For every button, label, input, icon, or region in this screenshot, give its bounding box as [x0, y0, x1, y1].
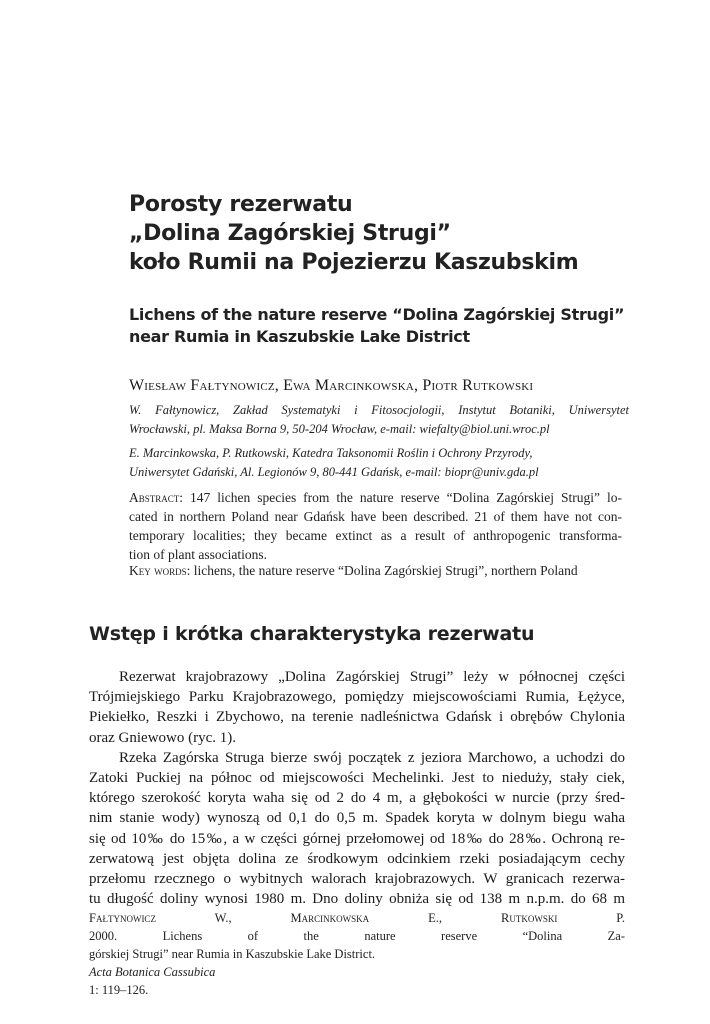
subtitle-line-1: Lichens of the nature reserve “Dolina Zagórskiej Strugi” — [129, 305, 625, 324]
abstract-label: Abstract — [129, 490, 180, 505]
keywords — [129, 561, 622, 580]
affiliation-faltynowicz — [129, 401, 629, 439]
paragraph-1-line: Trójmiejskiego Parku Krajobrazowego, pomiędzy miejscowościami Rumia, Łężyce, — [89, 689, 625, 706]
section-heading: Wstęp i krótka charakterystyka rezerwatu — [89, 623, 535, 645]
paragraph-2-line: którego szerokość koryta waha się od 2 do 4 m, a głębokości w nurcie (przy śred- — [89, 790, 625, 807]
polish-title — [129, 190, 649, 277]
paragraph-2-line: przełomu rzecznego o wybitnych walorach krajobrazowych. W granicach rezerwa- — [89, 871, 625, 888]
affiliation-2-line-1: E. Marcinkowska, P. Rutkowski, Katedra Taksonomii Roślin i Ochrony Przyrody, — [129, 446, 533, 460]
affiliation-1-line-2: Wrocławski, pl. Maksa Borna 9, 50-204 Wrocław, e-mail: wiefalty@biol.uni.wroc.pl — [129, 422, 550, 436]
keywords-text: : lichens, the nature reserve “Dolina Zagórskiej Strugi”, northern Poland — [186, 563, 578, 578]
paragraph-2-line: nim stanie wody) wynoszą od 0,1 do 0,5 m. Spadek koryta w dolnym biegu waha — [89, 810, 625, 827]
abstract-line-4: tion of plant associations. — [129, 547, 267, 562]
citation-line-1: Fałtynowicz W., Marcinkowska E., Rutkowski P. 2000. Lichens of the nature reserve “Dolina Za- — [89, 911, 625, 943]
paragraph-1-line: Rezerwat krajobrazowy „Dolina Zagórskiej Strugi” leży w północnej części — [119, 669, 625, 685]
title-line-2: „Dolina Zagórskiej Strugi” — [129, 221, 451, 246]
author-list: Wiesław Fałtynowicz, Ewa Marcinkowska, Piotr Rutkowski — [129, 377, 534, 394]
title-line-3: koło Rumii na Pojezierzu Kaszubskim — [129, 250, 579, 275]
paragraph-2-line: zerwatową jest objęta dolina ze środkowym odcinkiem rzeki posiadającym cechy — [89, 850, 625, 867]
citation-authors: Fałtynowicz W., Marcinkowska E., Rutkowski P. — [89, 911, 625, 925]
english-title — [129, 304, 649, 348]
citation-footnote — [89, 909, 625, 999]
body-text — [89, 667, 625, 909]
citation-line-2: górskiej Strugi” near Rumia in Kaszubskie Lake District. Acta Botanica Cassubica 1: 119–126. — [89, 947, 376, 997]
subtitle-line-2: near Rumia in Kaszubskie Lake District — [129, 327, 470, 346]
paragraph-2 — [89, 748, 625, 910]
abstract-line-1: Abstract: 147 lichen species from the nature reserve “Dolina Zagórskiej Strugi” lo- — [129, 490, 622, 505]
abstract-line-2: cated in northern Poland near Gdańsk have been described. 21 of them have not con- — [129, 509, 622, 524]
paragraph-2-line: się od 10‰ do 15‰, a w części górnej przełomowej od 18‰ do 28‰. Ochroną re- — [89, 830, 625, 847]
paragraph-2-line: Rzeka Zagórska Struga bierze swój początek z jeziora Marchowo, a uchodzi do — [119, 749, 625, 766]
affiliation-marcinkowska-rutkowski — [129, 444, 629, 482]
paragraph-2-line: tu długość doliny wynosi 1980 m. Dno doliny obniża się od 138 m n.p.m. do 68 m — [89, 891, 625, 908]
paragraph-1-line: oraz Gniewowo (ryc. 1). — [89, 729, 237, 746]
keywords-label: Key words — [129, 563, 187, 578]
abstract — [129, 488, 622, 564]
affiliation-1-line-1: W. Fałtynowicz, Zakład Systematyki i Fitosocjologii, Instytut Botaniki, Uniwersytet — [129, 403, 629, 417]
title-line-1: Porosty rezerwatu — [129, 192, 353, 217]
journal-name: Acta Botanica Cassubica — [89, 965, 216, 979]
affiliation-2-line-2: Uniwersytet Gdański, Al. Legionów 9, 80-441 Gdańsk, e-mail: biopr@univ.gda.pl — [129, 465, 539, 479]
paragraph-1-line: Piekiełko, Reszki i Zbychowo, na terenie nadleśnictwa Gdańsk i obrębów Chylonia — [89, 709, 625, 726]
paragraph-1 — [89, 667, 625, 748]
paragraph-2-line: Zatoki Puckiej na północ od miejscowości Mechelinki. Jest to nieduży, stały ciek, — [89, 770, 625, 787]
abstract-line-3: temporary localities; they became extinct as a result of anthropogenic transforma- — [129, 528, 622, 543]
